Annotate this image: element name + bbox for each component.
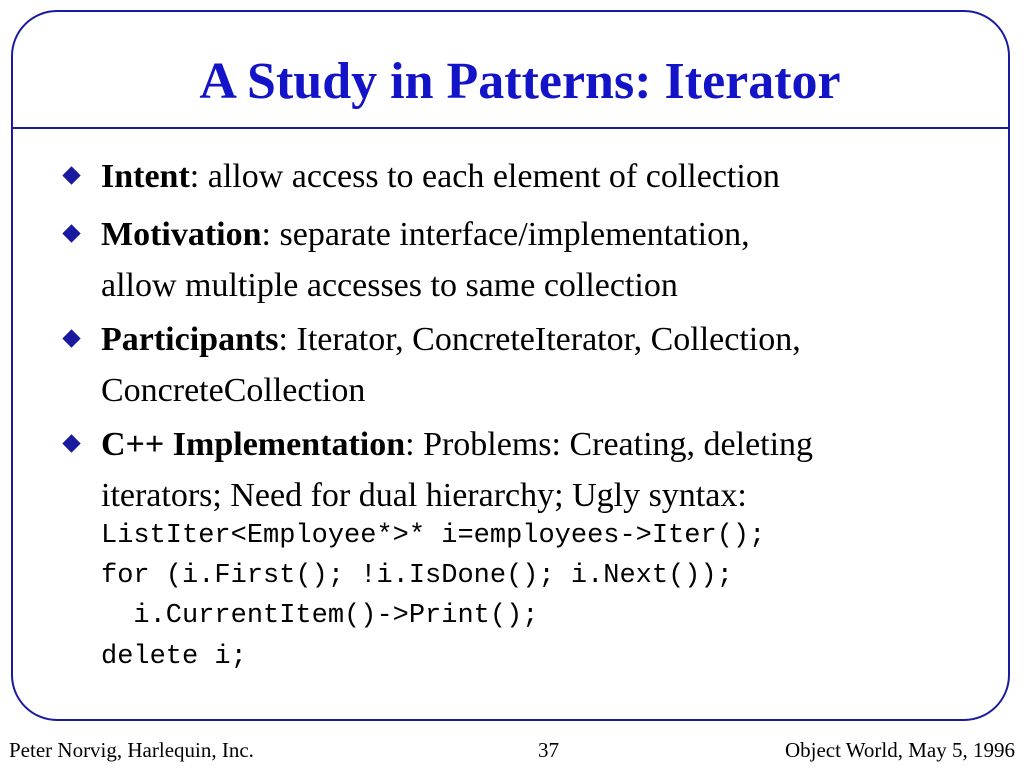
footer-page-number: 37 [538, 738, 559, 762]
bullet-term: Motivation [101, 216, 262, 253]
code-line: for (i.First(); !i.IsDone(); i.Next()); [101, 561, 733, 591]
bullet-term: C++ Implementation [101, 426, 406, 463]
bullet-text-continued: allow multiple accesses to same collection [101, 267, 678, 304]
bullet-text: : Iterator, ConcreteIterator, Collection, [278, 321, 801, 358]
footer-event: Object World, May 5, 1996 [784, 738, 1015, 762]
bullet-text: : Problems: Creating, deleting [405, 426, 814, 463]
bullet-text-continued: ConcreteCollection [101, 372, 366, 409]
bullet-text: : separate interface/implementation, [261, 216, 750, 253]
code-line: i.CurrentItem()->Print(); [101, 601, 539, 631]
code-line: delete i; [101, 642, 247, 672]
title-divider [11, 127, 1010, 129]
bullet-text-continued: iterators; Need for dual hierarchy; Ugly syntax: [101, 477, 747, 514]
footer-author: Peter Norvig, Harlequin, Inc. [9, 738, 254, 762]
bullet-text: : allow access to each element of collection [189, 158, 780, 195]
slide-title: A Study in Patterns: Iterator [199, 53, 841, 110]
bullet-term: Participants [101, 321, 279, 358]
code-line: ListIter<Employee*>* i=employees->Iter(); [101, 521, 766, 551]
bullet-term: Intent [101, 158, 190, 195]
